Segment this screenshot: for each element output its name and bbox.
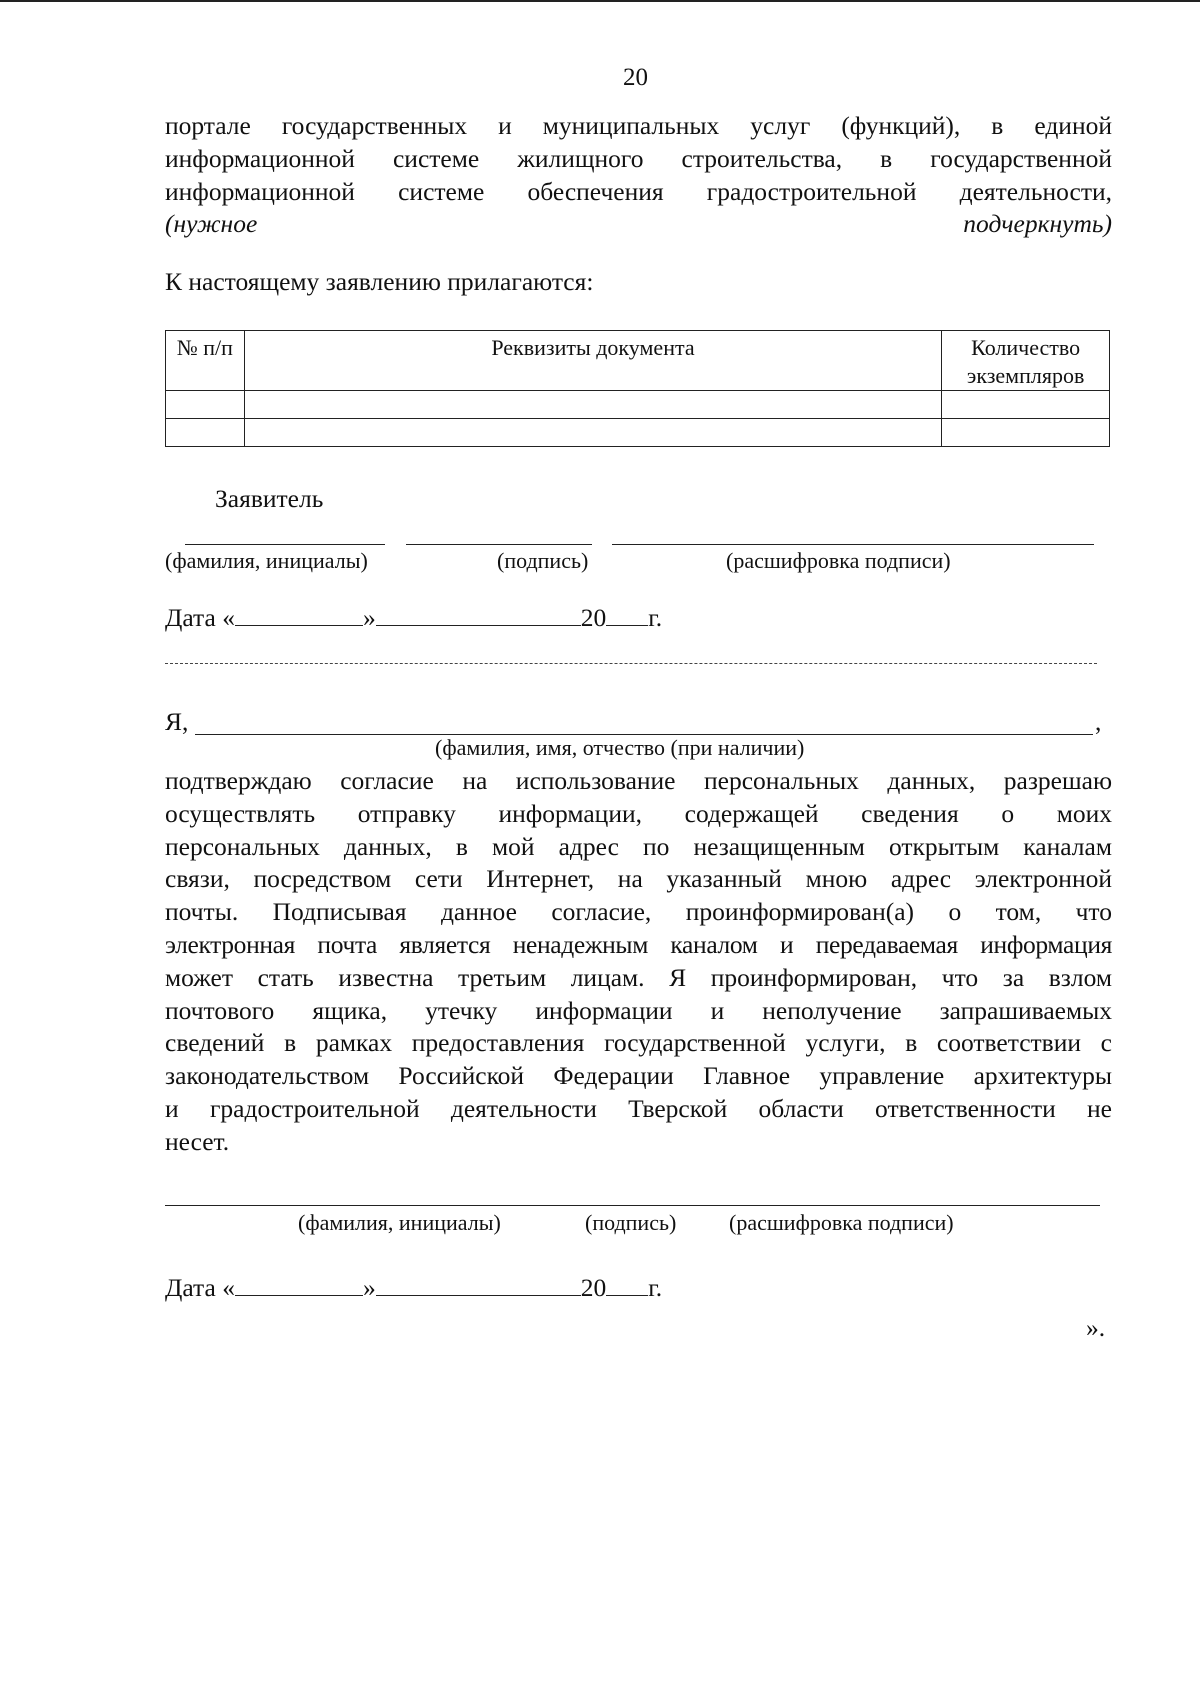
table-header-number: № п/п <box>166 331 245 391</box>
applicant-decoding-line[interactable] <box>612 544 1094 545</box>
signature-sign-label: (подпись) <box>585 1210 677 1235</box>
date-year-field[interactable] <box>606 601 648 626</box>
intro-line: информационной системе обеспечения градостроительной деятельности, <box>165 176 1112 206</box>
date-year-prefix: 20 <box>580 1273 607 1302</box>
consent-line: осуществлять отправку информации, содержащей сведения о моих <box>165 798 1112 828</box>
closing-quote-mark: ». <box>1086 1313 1106 1342</box>
scan-top-border <box>0 0 1200 2</box>
consent-signature-line[interactable] <box>165 1205 1100 1206</box>
applicant-name-line[interactable] <box>185 544 385 545</box>
applicant-decoding-label: (расшифровка подписи) <box>726 548 951 573</box>
applicant-title: Заявитель <box>215 484 324 513</box>
table-cell[interactable] <box>942 391 1110 419</box>
date-year-field[interactable] <box>606 1271 648 1296</box>
date-suffix: г. <box>648 603 663 632</box>
consent-line: и градостроительной деятельности Тверской области ответственности не <box>165 1093 1112 1123</box>
intro-line: информационной системе жилищного строительства, в государственной <box>165 143 1112 173</box>
table-header-requisites: Реквизиты документа <box>244 331 942 391</box>
table-row <box>166 419 1110 447</box>
table-cell[interactable] <box>942 419 1110 447</box>
consent-line: почтового ящика, утечку информации и неполучение запрашиваемых <box>165 995 1112 1025</box>
date-day-field[interactable] <box>235 1271 363 1296</box>
consent-paragraph <box>165 765 1112 1159</box>
attachments-table <box>165 330 1110 447</box>
cut-line-divider <box>165 663 1097 664</box>
date-month-field[interactable] <box>376 601 581 626</box>
signature-name-label: (фамилия, инициалы) <box>298 1210 501 1235</box>
intro-paragraph <box>165 110 1112 241</box>
date-mid: » <box>362 1273 376 1302</box>
table-cell[interactable] <box>244 391 942 419</box>
date-month-field[interactable] <box>376 1271 581 1296</box>
applicant-date-line <box>165 601 662 633</box>
consent-line: связи, посредством сети Интернет, на указанный мною адрес электронной <box>165 864 1112 894</box>
table-cell[interactable] <box>166 419 245 447</box>
applicant-signature-label: (подпись) <box>497 548 589 573</box>
consent-line: сведений в рамках предоставления государственной услуги, в соответствии с <box>165 1028 1112 1058</box>
date-prefix: Дата « <box>165 1273 235 1302</box>
date-suffix: г. <box>648 1273 663 1302</box>
table-cell[interactable] <box>166 391 245 419</box>
consent-line: подтверждаю согласие на использование персональных данных, разрешаю <box>165 766 1112 795</box>
date-day-field[interactable] <box>235 601 363 626</box>
consent-line: электронная почта является ненадежным каналом и передаваемая информация <box>165 929 1112 959</box>
consent-line: может стать известна третьим лицам. Я проинформирован, что за взлом <box>165 962 1112 992</box>
consent-line: законодательством Российской Федерации Главное управление архитектуры <box>165 1061 1112 1091</box>
intro-note: (нужное подчеркнуть) <box>165 209 1112 239</box>
date-year-prefix: 20 <box>580 603 607 632</box>
signature-date-line <box>165 1271 662 1303</box>
consent-i-prefix: Я, <box>165 707 189 736</box>
consent-name-label: (фамилия, имя, отчество (при наличии) <box>435 735 805 760</box>
table-row <box>166 391 1110 419</box>
consent-line: персональных данных, в мой адрес по незащищенным открытым каналам <box>165 831 1112 861</box>
signature-decoding-label: (расшифровка подписи) <box>729 1210 954 1235</box>
consent-i-suffix: , <box>1095 707 1102 736</box>
applicant-signature-line[interactable] <box>406 544 592 545</box>
page-number: 20 <box>623 64 648 91</box>
date-prefix: Дата « <box>165 603 235 632</box>
table-header-quantity: Количество экземпляров <box>942 331 1110 391</box>
consent-line: почты. Подписывая данное согласие, проинформирован(а) о том, что <box>165 897 1112 927</box>
table-header-row <box>166 331 1110 391</box>
consent-line: несет. <box>165 1126 230 1156</box>
attachments-heading: К настоящему заявлению прилагаются: <box>165 267 594 296</box>
intro-line: портале государственных и муниципальных услуг (функций), в единой <box>165 111 1112 140</box>
applicant-name-label: (фамилия, инициалы) <box>165 548 368 573</box>
table-cell[interactable] <box>244 419 942 447</box>
date-mid: » <box>362 603 376 632</box>
